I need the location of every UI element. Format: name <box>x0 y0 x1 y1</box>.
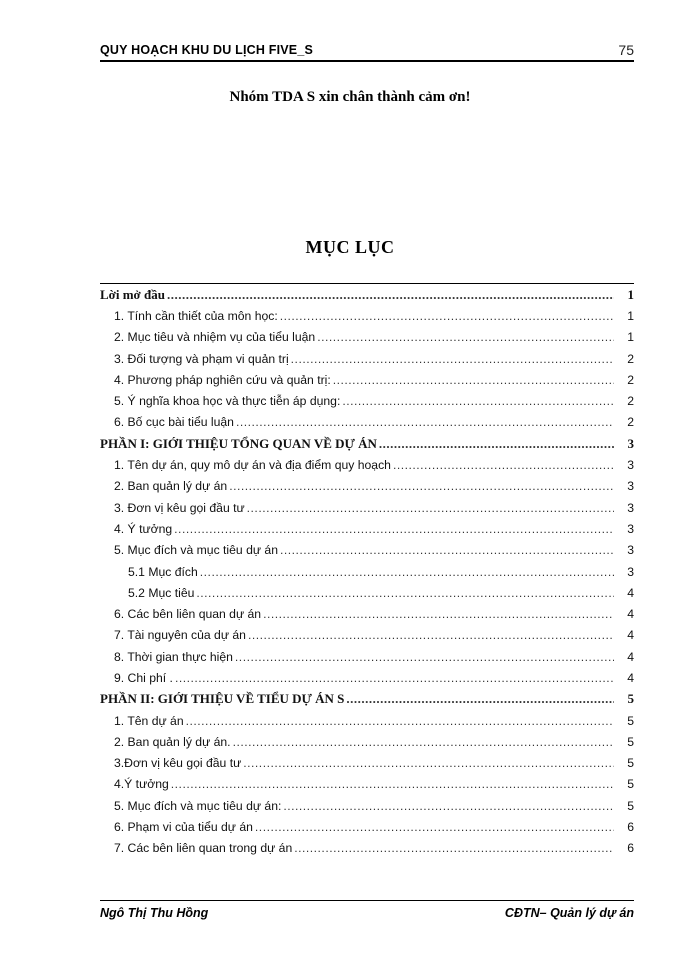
toc-leader-dots <box>171 777 614 791</box>
toc-entry-page: 4 <box>627 670 634 685</box>
toc-leader-dots <box>243 756 614 770</box>
footer-course: CĐTN– Quản lý dự án <box>504 906 634 920</box>
toc-entry[interactable] <box>100 625 634 646</box>
toc-entry[interactable] <box>100 327 634 348</box>
toc-entry-page: 3 <box>627 479 634 494</box>
toc-entry-text: 7. Các bên liên quan trong dự án <box>114 841 293 856</box>
toc-entry[interactable] <box>100 497 634 518</box>
toc-leader-dots <box>379 436 614 452</box>
toc-leader-dots <box>342 394 614 408</box>
toc-entry-text: 4.Ý tưởng <box>114 777 169 792</box>
toc-entry[interactable] <box>100 731 634 752</box>
toc-entry-page: 6 <box>627 820 634 835</box>
toc-leader-dots <box>229 479 614 493</box>
toc-leader-dots <box>248 628 614 642</box>
toc-entry[interactable] <box>100 540 634 561</box>
toc-entry-page: 2 <box>627 415 634 430</box>
toc-entry-text: 9. Chi phí . <box>114 670 173 685</box>
toc-leader-dots <box>196 586 614 600</box>
toc-entry-page: 5 <box>627 798 634 813</box>
toc-title: MỤC LỤC <box>305 237 395 257</box>
toc-entry-text: 5. Mục đích và mục tiêu dự án <box>114 543 278 558</box>
toc-leader-dots <box>280 543 614 557</box>
toc-entry-page: 1 <box>627 330 634 345</box>
toc-entry-page: 5 <box>627 756 634 771</box>
toc-entry-page: 5 <box>627 734 634 749</box>
toc-entry[interactable] <box>100 412 634 433</box>
toc-entry[interactable] <box>100 774 634 795</box>
toc-entry-text: 5.1 Mục đích <box>128 564 198 579</box>
toc-entry-text: 3.Đơn vị kêu gọi đầu tư <box>114 756 242 771</box>
toc-leader-dots <box>263 607 614 621</box>
toc-entry-page: 5 <box>627 713 634 728</box>
toc-leader-dots <box>174 522 614 536</box>
toc-entry-text: 3. Đối tượng và phạm vi quản trị <box>114 351 289 366</box>
toc-leader-dots <box>186 714 614 728</box>
toc-entry-text: 2. Mục tiêu và nhiệm vụ của tiểu luận <box>114 330 316 345</box>
toc-entry-text: PHẦN II: GIỚI THIỆU VỀ TIỂU DỰ ÁN S <box>100 691 345 707</box>
table-of-contents <box>100 283 634 859</box>
toc-entry-text: 7. Tài nguyên của dự án <box>114 628 246 643</box>
toc-leader-dots <box>247 501 614 515</box>
toc-entry-text: 4. Ý tưởng <box>114 521 173 536</box>
toc-entry[interactable] <box>100 433 634 454</box>
toc-entry-text: 6. Phạm vi của tiểu dự án <box>114 820 253 835</box>
toc-entry-text: 2. Ban quản lý dự án. <box>114 734 231 749</box>
toc-entry-page: 2 <box>627 372 634 387</box>
toc-leader-dots <box>317 330 614 344</box>
toc-entry[interactable] <box>100 646 634 667</box>
toc-entry[interactable] <box>100 348 634 369</box>
toc-entry-page: 4 <box>627 649 634 664</box>
toc-entry[interactable] <box>100 518 634 539</box>
toc-entry-page: 3 <box>627 564 634 579</box>
page-header <box>100 38 634 62</box>
toc-entry[interactable] <box>100 667 634 688</box>
toc-entry-text: 8. Thời gian thực hiện <box>114 649 233 664</box>
toc-entry[interactable] <box>100 284 634 305</box>
toc-entry-text: 6. Các bên liên quan dự án <box>114 607 262 622</box>
toc-entry-page: 1 <box>627 308 634 323</box>
header-title: QUY HOẠCH KHU DU LỊCH FIVE_S <box>100 43 314 57</box>
toc-entry-text: Lời mở đầu <box>100 286 165 302</box>
toc-leader-dots <box>255 820 614 834</box>
toc-leader-dots <box>393 458 614 472</box>
toc-entry[interactable] <box>100 454 634 475</box>
toc-entry-page: 3 <box>627 500 634 515</box>
toc-entry[interactable] <box>100 582 634 603</box>
toc-entry[interactable] <box>100 476 634 497</box>
toc-entry-page: 4 <box>627 628 634 643</box>
toc-entry-page: 1 <box>627 286 634 302</box>
toc-entry-text: 1. Tên dự án, quy mô dự án và địa điểm quy hoạch <box>114 458 391 473</box>
toc-leader-dots <box>175 671 614 685</box>
toc-leader-dots <box>167 287 614 303</box>
toc-entry[interactable] <box>100 795 634 816</box>
toc-entry[interactable] <box>100 753 634 774</box>
toc-entry[interactable] <box>100 390 634 411</box>
toc-entry-page: 4 <box>627 607 634 622</box>
toc-entry[interactable] <box>100 561 634 582</box>
toc-entry-text: PHẦN I: GIỚI THIỆU TỔNG QUAN VỀ DỰ ÁN <box>100 435 377 451</box>
toc-entry-text: 1. Tính cần thiết của môn học: <box>114 308 278 323</box>
toc-entry-page: 4 <box>627 585 634 600</box>
toc-entry[interactable] <box>100 816 634 837</box>
toc-entry-text: 6. Bố cục bài tiểu luận <box>114 415 234 430</box>
toc-entry-page: 2 <box>627 351 634 366</box>
toc-entry[interactable] <box>100 689 634 710</box>
toc-entry-page: 3 <box>627 458 634 473</box>
toc-entry-page: 5 <box>627 777 634 792</box>
toc-entry[interactable] <box>100 838 634 859</box>
toc-entry-text: 5. Ý nghĩa khoa học và thực tiễn áp dụng: <box>114 394 341 409</box>
toc-leader-dots <box>346 691 614 707</box>
toc-leader-dots <box>233 735 614 749</box>
toc-leader-dots <box>236 415 614 429</box>
thanks-note: Nhóm TDA S xin chân thành cảm ơn! <box>229 89 471 105</box>
toc-entry-text: 4. Phương pháp nghiên cứu và quản trị: <box>114 372 331 387</box>
toc-leader-dots <box>294 841 614 855</box>
toc-leader-dots <box>333 373 614 387</box>
toc-entry-page: 3 <box>627 521 634 536</box>
toc-entry-page: 5 <box>627 691 634 707</box>
toc-leader-dots <box>283 799 614 813</box>
toc-entry[interactable] <box>100 710 634 731</box>
toc-leader-dots <box>200 565 614 579</box>
toc-entry-page: 3 <box>627 543 634 558</box>
toc-entry-text: 5. Mục đích và mục tiêu dự án: <box>114 798 282 813</box>
toc-entry[interactable] <box>100 603 634 624</box>
page-footer <box>100 900 634 920</box>
toc-entry-page: 2 <box>627 394 634 409</box>
toc-leader-dots <box>235 650 614 664</box>
footer-author: Ngô Thị Thu Hồng <box>100 906 209 920</box>
toc-entry-text: 2. Ban quản lý dự án <box>114 479 228 494</box>
toc-entry-page: 6 <box>627 841 634 856</box>
toc-entry[interactable] <box>100 305 634 326</box>
toc-leader-dots <box>280 309 614 323</box>
page-number: 75 <box>618 42 634 58</box>
toc-entry-text: 1. Tên dự án <box>114 713 184 728</box>
toc-entry-text: 3. Đơn vị kêu gọi đầu tư <box>114 500 245 515</box>
toc-entry-text: 5.2 Mục tiêu <box>128 585 195 600</box>
toc-entry-page: 3 <box>627 435 634 451</box>
toc-leader-dots <box>291 352 614 366</box>
toc-entry[interactable] <box>100 369 634 390</box>
